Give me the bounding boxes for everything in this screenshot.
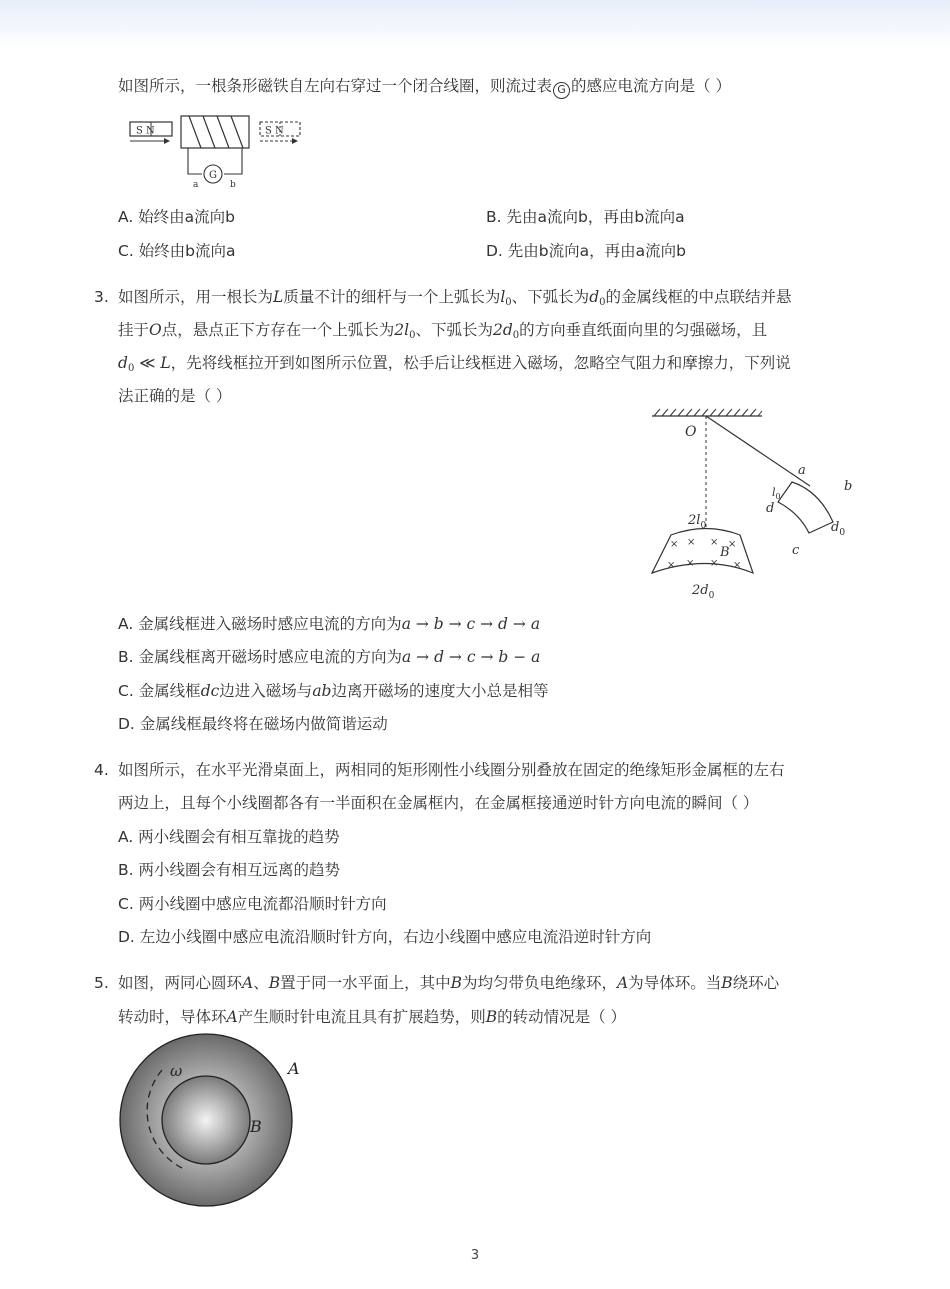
omega-label: ω — [170, 1062, 183, 1080]
ring-A-label: A — [288, 1059, 300, 1078]
q4-option-b[interactable]: B. 两小线圈会有相互远离的趋势 — [118, 861, 340, 879]
svg-text:×: × — [710, 537, 719, 548]
q5-stem-line2: 转动时，导体环A产生顺时针电流且具有扩展趋势，则B的转动情况是（ ） — [118, 1008, 627, 1026]
svg-text:×: × — [687, 537, 696, 548]
frame-label-l0: $l_0$ — [772, 486, 781, 501]
svg-text:×: × — [667, 560, 676, 571]
svg-text:×: × — [670, 539, 679, 550]
page-number: 3 — [470, 1248, 480, 1263]
q4-option-a[interactable]: A. 两小线圈会有相互靠拢的趋势 — [118, 828, 340, 846]
q2-option-c[interactable]: C. 始终由b流向a — [118, 242, 236, 260]
q3-option-a[interactable]: A. 金属线框进入磁场时感应电流的方向为a → b → c → d → a — [118, 615, 541, 633]
metal-frame — [778, 482, 833, 533]
q2-option-b[interactable]: B. 先由a流向b，再由b流向a — [486, 208, 685, 226]
ring-B — [162, 1076, 250, 1164]
q4-number: 4. — [94, 761, 109, 779]
q5-number: 5. — [94, 974, 109, 992]
q3-stem-line1: 如图所示，用一根长为L质量不计的细杆与一个上弧长为$l_0$、下弧长为$d_0$的金属线框的中点联结并悬 — [118, 288, 792, 308]
magnet-left-label: S N — [136, 125, 155, 137]
q3-number: 3. — [94, 288, 109, 306]
galvanometer-symbol: G — [553, 82, 570, 99]
q4-option-d[interactable]: D. 左边小线圈中感应电流沿顺时针方向，右边小线圈中感应电流沿逆时针方向 — [118, 928, 652, 946]
end-b-label: b — [230, 180, 236, 190]
q2-option-d[interactable]: D. 先由b流向a，再由a流向b — [486, 242, 686, 260]
q4-option-c[interactable]: C. 两小线圈中感应电流都沿顺时针方向 — [118, 895, 387, 913]
q2-figure-magnet-coil — [126, 110, 306, 192]
frame-label-b: b — [844, 479, 853, 494]
field-label-B: B — [720, 545, 730, 560]
field-label-2l0: $2l_0$ — [688, 513, 707, 531]
q2-stem — [118, 75, 731, 99]
q2-stem-tail: 的感应电流方向是（ ） — [571, 77, 731, 95]
q4-stem-line2: 两边上，且每个小线圈都各有一半面积在金属框内，在金属框接通逆时针方向电流的瞬间（ ） — [118, 794, 759, 812]
q3-stem-line2: 挂于O点，悬点正下方存在一个上弧长为$2l_0$、下弧长为$2d_0$的方向垂直纸面向里的匀强磁场，且 — [118, 321, 768, 341]
q3-stem-line4: 法正确的是（ ） — [118, 387, 232, 405]
q3-option-d[interactable]: D. 金属线框最终将在磁场内做简谐运动 — [118, 715, 388, 733]
svg-text:×: × — [686, 558, 695, 569]
galvanometer-label: G — [209, 170, 217, 181]
q2-stem-text: 如图所示，一根条形磁铁自左向右穿过一个闭合线圈，则流过表 — [118, 77, 553, 95]
magnet-right-label: S N — [265, 125, 284, 137]
q3-option-c[interactable]: C. 金属线框dc边进入磁场与ab边离开磁场的速度大小总是相等 — [118, 682, 549, 700]
q5-figure-concentric-rings — [110, 1028, 310, 1218]
q2-option-a[interactable]: A. 始终由a流向b — [118, 208, 236, 226]
q3-figure-pendulum-frame — [640, 404, 865, 604]
rod — [706, 416, 810, 486]
frame-label-d0: $d_0$ — [831, 520, 846, 538]
q5-stem-line1: 如图，两同心圆环A、B置于同一水平面上，其中B为均匀带负电绝缘环，A为导体环。当B绕环心 — [118, 974, 780, 992]
svg-text:×: × — [733, 560, 742, 571]
svg-text:×: × — [710, 558, 719, 569]
q3-stem-line3: $d_0$ ≪ L，先将线框拉开到如图所示位置，松手后让线框进入磁场，忽略空气阻力和摩擦力，下列说 — [118, 354, 791, 374]
q4-stem-line1: 如图所示，在水平光滑桌面上，两相同的矩形刚性小线圈分别叠放在固定的绝缘矩形金属框的左右 — [118, 761, 785, 779]
frame-label-d: d — [766, 501, 775, 516]
frame-label-c: c — [792, 543, 800, 558]
ring-B-label: B — [250, 1117, 262, 1136]
field-label-2d0: $2d_0$ — [692, 583, 715, 601]
q3-option-b[interactable]: B. 金属线框离开磁场时感应电流的方向为a → d → c → b − a — [118, 648, 541, 666]
pivot-label: O — [685, 424, 697, 440]
end-a-label: a — [193, 180, 199, 190]
frame-label-a: a — [798, 463, 806, 478]
svg-text:×: × — [728, 539, 737, 550]
